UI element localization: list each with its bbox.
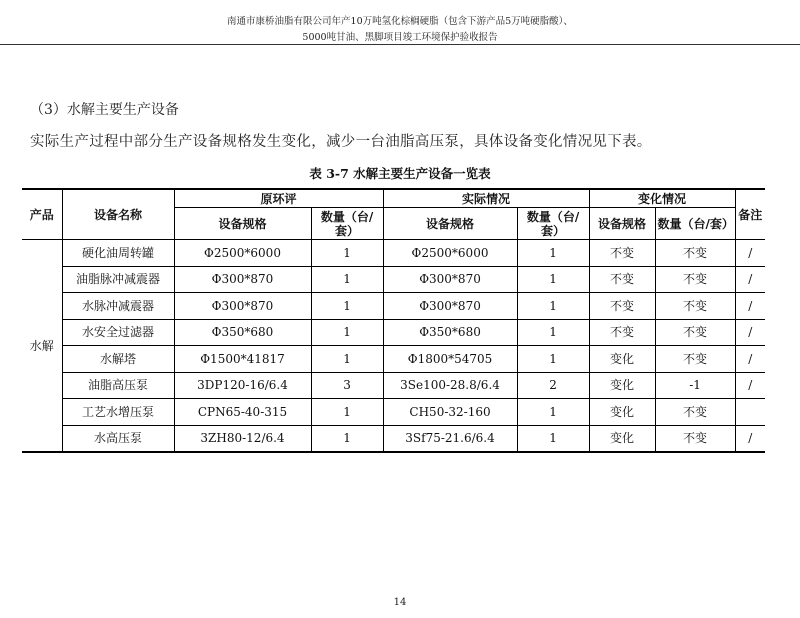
original-quantity-cell: 1 xyxy=(311,399,383,426)
original-spec-cell: Φ1500*41817 xyxy=(174,346,311,373)
change-quantity-cell: 不变 xyxy=(655,293,735,320)
equipment-name-cell: 油脂脉冲减震器 xyxy=(62,266,174,293)
table-row xyxy=(22,346,765,373)
actual-quantity-cell: 1 xyxy=(517,240,589,267)
actual-spec-cell: Φ350*680 xyxy=(383,319,517,346)
table-row xyxy=(22,372,765,399)
actual-spec-cell: Φ300*870 xyxy=(383,293,517,320)
actual-quantity-cell: 1 xyxy=(517,266,589,293)
equipment-name-cell: 水安全过滤器 xyxy=(62,319,174,346)
table-row xyxy=(22,425,765,452)
header-change-spec: 设备规格 xyxy=(589,208,655,240)
table-header-row-1 xyxy=(22,189,765,208)
original-quantity-cell: 1 xyxy=(311,346,383,373)
remark-cell: / xyxy=(735,293,765,320)
change-quantity-cell: 不变 xyxy=(655,399,735,426)
change-quantity-cell: 不变 xyxy=(655,425,735,452)
header-original: 原环评 xyxy=(174,189,383,208)
header-line-1: 南通市康桥油脂有限公司年产10万吨氢化棕榈硬脂（包含下游产品5万吨硬脂酸）、 xyxy=(227,16,573,27)
header-equipment-name: 设备名称 xyxy=(62,189,174,240)
original-quantity-cell: 3 xyxy=(311,372,383,399)
original-spec-cell: 3DP120-16/6.4 xyxy=(174,372,311,399)
actual-spec-cell: Φ300*870 xyxy=(383,266,517,293)
actual-spec-cell: Φ2500*6000 xyxy=(383,240,517,267)
page-number: 14 xyxy=(393,597,407,608)
header-actual-spec: 设备规格 xyxy=(383,208,517,240)
table-row xyxy=(22,319,765,346)
change-spec-cell: 变化 xyxy=(589,399,655,426)
equipment-name-cell: 水脉冲减震器 xyxy=(62,293,174,320)
actual-quantity-cell: 1 xyxy=(517,425,589,452)
equipment-name-cell: 油脂高压泵 xyxy=(62,372,174,399)
actual-quantity-cell: 1 xyxy=(517,293,589,320)
section-heading: （3）水解主要生产设备 xyxy=(30,102,179,118)
original-spec-cell: Φ350*680 xyxy=(174,319,311,346)
remark-cell xyxy=(735,399,765,426)
remark-cell: / xyxy=(735,346,765,373)
equipment-table xyxy=(22,188,765,453)
remark-cell: / xyxy=(735,319,765,346)
table-row xyxy=(22,293,765,320)
actual-quantity-cell: 2 xyxy=(517,372,589,399)
actual-spec-cell: 3Sf75-21.6/6.4 xyxy=(383,425,517,452)
change-spec-cell: 变化 xyxy=(589,372,655,399)
header-divider xyxy=(0,44,800,45)
remark-cell: / xyxy=(735,425,765,452)
header-remark: 备注 xyxy=(735,189,765,240)
change-spec-cell: 不变 xyxy=(589,240,655,267)
original-spec-cell: Φ2500*6000 xyxy=(174,240,311,267)
table-title: 表 3-7 水解主要生产设备一览表 xyxy=(309,166,491,181)
equipment-name-cell: 水解塔 xyxy=(62,346,174,373)
header-product: 产品 xyxy=(22,189,62,240)
original-spec-cell: Φ300*870 xyxy=(174,293,311,320)
original-quantity-cell: 1 xyxy=(311,266,383,293)
equipment-name-cell: 工艺水增压泵 xyxy=(62,399,174,426)
change-quantity-cell: -1 xyxy=(655,372,735,399)
header-change: 变化情况 xyxy=(589,189,735,208)
remark-cell: / xyxy=(735,266,765,293)
original-quantity-cell: 1 xyxy=(311,293,383,320)
original-quantity-cell: 1 xyxy=(311,319,383,346)
table-row xyxy=(22,399,765,426)
original-spec-cell: Φ300*870 xyxy=(174,266,311,293)
header-original-quantity: 数量（台/套） xyxy=(311,208,383,240)
actual-quantity-cell: 1 xyxy=(517,399,589,426)
actual-quantity-cell: 1 xyxy=(517,346,589,373)
header-line-2: 5000吨甘油、黑脚项目竣工环境保护验收报告 xyxy=(302,32,498,43)
original-quantity-cell: 1 xyxy=(311,240,383,267)
header-original-spec: 设备规格 xyxy=(174,208,311,240)
change-spec-cell: 变化 xyxy=(589,346,655,373)
header-change-quantity: 数量（台/套） xyxy=(655,208,735,240)
table-row xyxy=(22,266,765,293)
intro-paragraph: 实际生产过程中部分生产设备规格发生变化，减少一台油脂高压泵，具体设备变化情况见下表。 xyxy=(30,134,652,150)
change-spec-cell: 不变 xyxy=(589,293,655,320)
change-spec-cell: 变化 xyxy=(589,425,655,452)
equipment-name-cell: 水高压泵 xyxy=(62,425,174,452)
actual-spec-cell: 3Se100-28.8/6.4 xyxy=(383,372,517,399)
actual-spec-cell: Φ1800*54705 xyxy=(383,346,517,373)
header-actual: 实际情况 xyxy=(383,189,589,208)
equipment-name-cell: 硬化油周转罐 xyxy=(62,240,174,267)
original-spec-cell: 3ZH80-12/6.4 xyxy=(174,425,311,452)
actual-quantity-cell: 1 xyxy=(517,319,589,346)
change-spec-cell: 不变 xyxy=(589,266,655,293)
original-quantity-cell: 1 xyxy=(311,425,383,452)
remark-cell: / xyxy=(735,240,765,267)
table-row xyxy=(22,240,765,267)
change-quantity-cell: 不变 xyxy=(655,240,735,267)
remark-cell: / xyxy=(735,372,765,399)
page-header xyxy=(0,14,800,46)
change-quantity-cell: 不变 xyxy=(655,319,735,346)
change-spec-cell: 不变 xyxy=(589,319,655,346)
change-quantity-cell: 不变 xyxy=(655,266,735,293)
change-quantity-cell: 不变 xyxy=(655,346,735,373)
original-spec-cell: CPN65-40-315 xyxy=(174,399,311,426)
actual-spec-cell: CH50-32-160 xyxy=(383,399,517,426)
product-cell: 水解 xyxy=(22,240,62,453)
header-actual-quantity: 数量（台/套） xyxy=(517,208,589,240)
